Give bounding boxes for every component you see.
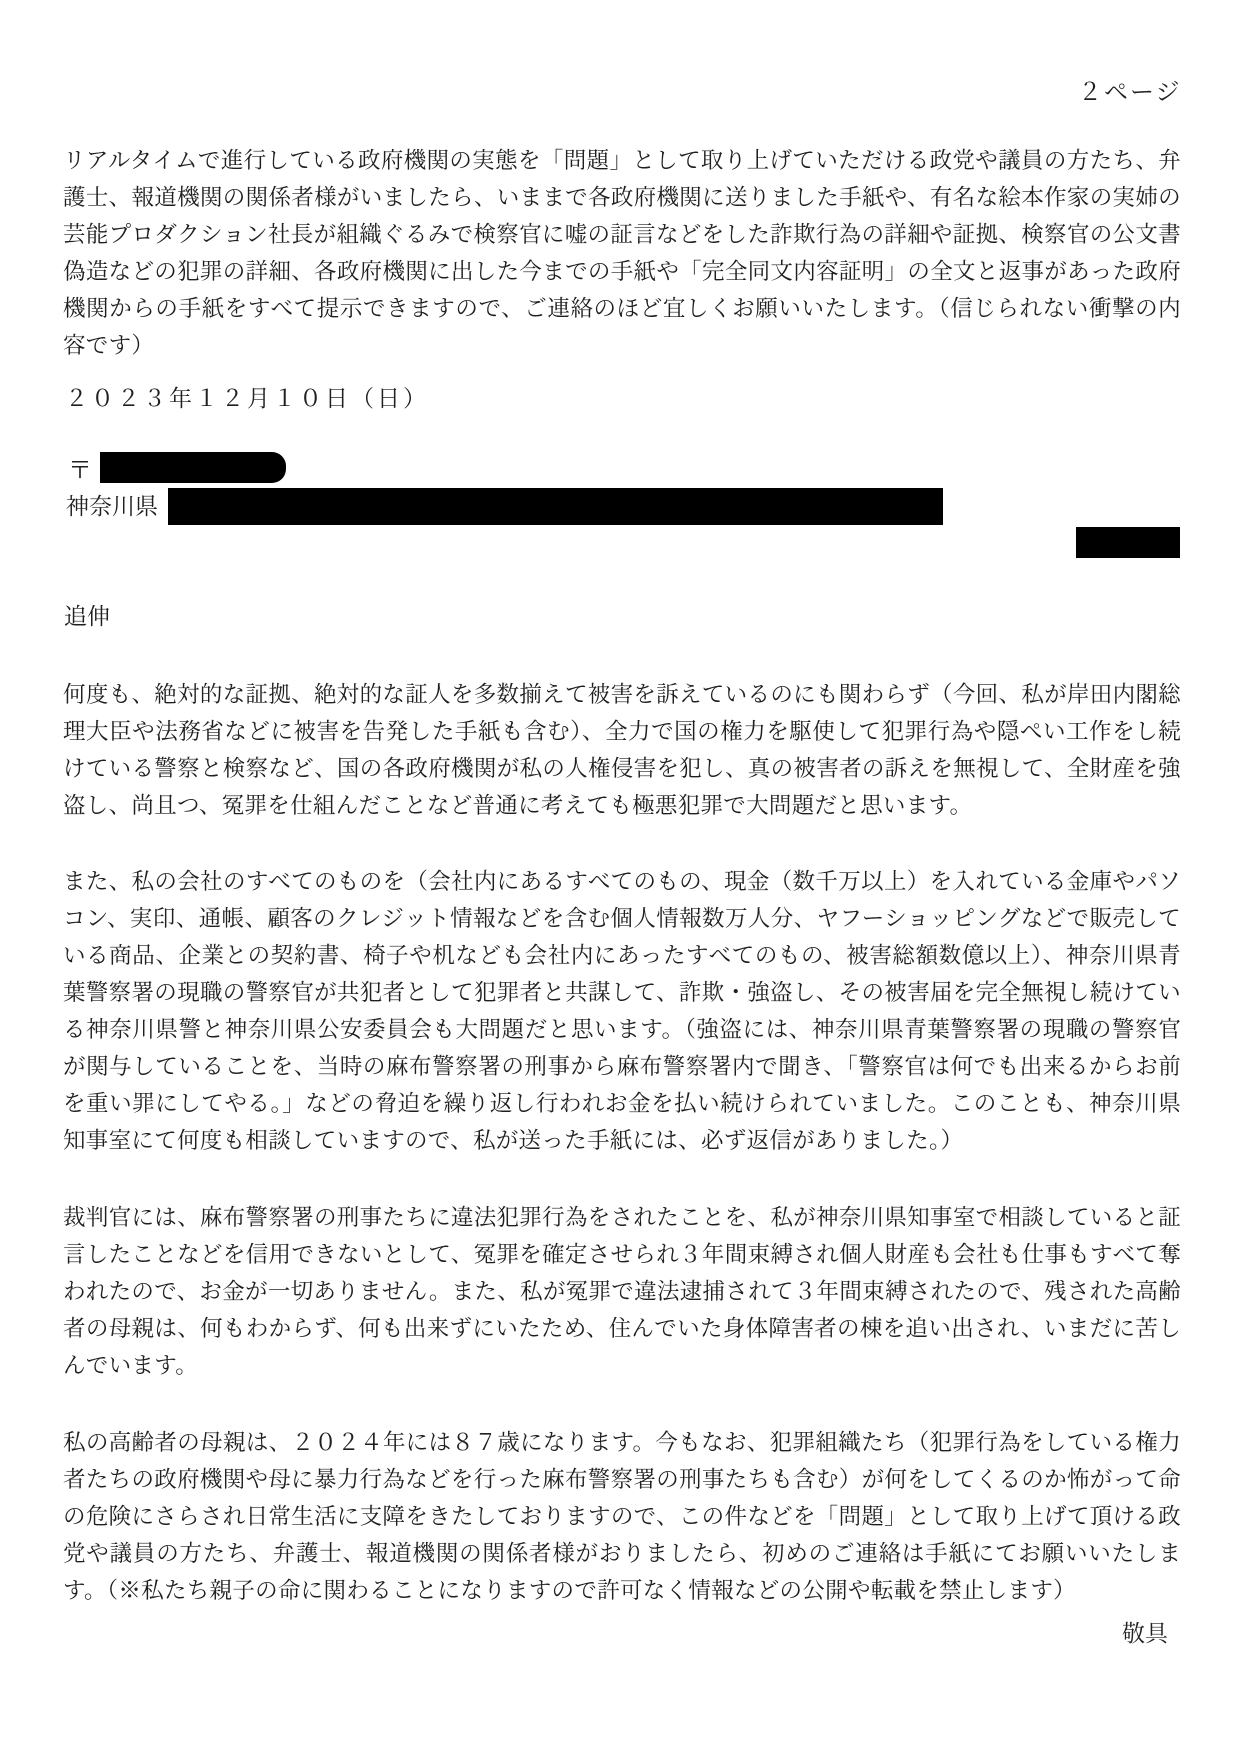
closing-keigu: 敬具 [1122,1621,1168,1646]
redacted-sender-name-box [1076,527,1180,558]
paragraph-contact-request: リアルタイムで進行している政府機関の実態を「問題」として取り上げていただける政党や議員の方たち、弁護士、報道機関の関係者様がいましたら、いままで各政府機関に送りました手紙や、有名な絵本作家の実姉の芸能プロダクション社長が組織ぐるみで検察官に嘘の証言などをした詐欺行為の詳細や証拠、検察官の公文書偽造などの犯罪の詳細、各政府機関に出した今までの手紙や「完全同文内容証明」の全文と返事があった政府機関からの手紙をすべて提示できますので、ご連絡のほど宜しくお願いいたします。（信じられない衝撃の内容です） [63,148,1181,358]
postal-mark: 〒 [68,458,92,484]
address-prefecture: 神奈川県 [66,494,158,519]
postscript-label: 追伸 [64,604,110,629]
redacted-postal-code-box [100,452,286,483]
paragraph-mother-age-request: 私の高齢者の母親は、２０２４年には８７歳になります。今もなお、犯罪組織たち（犯罪行為をしている権力者たちの政府機関や母に暴力行為などを行った麻布警察署の刑事たちも含む）が何をしてくるのか怖がって命の危険にさらされ日常生活に支障をきたしておりますので、この件などを「問題」として取り上げて頂ける政党や議員の方たち、弁護士、報道機関の関係者様がおりましたら、初めのご連絡は手紙にてお願いいたします。（※私たち親子の命に関わることになりますので許可なく情報などの公開や転載を禁止します） [63,1430,1181,1603]
page-number: ２ページ [1078,80,1182,106]
redacted-address-box [168,488,943,525]
paragraph-company-losses: また、私の会社のすべてのものを（会社内にあるすべてのもの、現金（数千万以上）を入れている金庫やパソコン、実印、通帳、顧客のクレジット情報などを含む個人情報数万人分、ヤフーショッピングなどで販売している商品、企業との契約書、椅子や机なども会社内にあったすべてのもの、被害総額数億以上）、神奈川県青葉警察署の現職の警察官が共犯者として犯罪者と共謀して、詐欺・強盗し、その被害届を完全無視し続けている神奈川県警と神奈川県公安委員会も大問題だと思います。（強盗には、神奈川県青葉警察署の現職の警察官が関与していることを、当時の麻布警察署の刑事から麻布警察署内で聞き、「警察官は何でも出来るからお前を重い罪にしてやる。」などの脅迫を繰り返し行われお金を払い続けられていました。このことも、神奈川県知事室にて何度も相談していますので、私が送った手紙には、必ず返信がありました。） [63,869,1181,1153]
paragraph-judge-and-mother: 裁判官には、麻布警察署の刑事たちに違法犯罪行為をされたことを、私が神奈川県知事室で相談していると証言したことなどを信用できないとして、冤罪を確定させられ３年間束縛され個人財産も会社も仕事もすべて奪われたので、お金が一切ありません。また、私が冤罪で違法逮捕されて３年間束縛されたので、残された高齢者の母親は、何もわからず、何も出来ずにいたため、住んでいた身体障害者の棟を追い出され、いまだに苦しんでいます。 [63,1205,1181,1378]
paragraph-government-accusation: 何度も、絶対的な証拠、絶対的な証人を多数揃えて被害を訴えているのにも関わらず（今回、私が岸田内閣総理大臣や法務省などに被害を告発した手紙も含む）、全力で国の権力を駆使して犯罪行為や隠ぺい工作をし続けている警察と検察など、国の各政府機関が私の人権侵害を犯し、真の被害者の訴えを無視して、全財産を強盗し、尚且つ、冤罪を仕組んだことなど普通に考えても極悪犯罪で大問題だと思います。 [63,682,1181,818]
postal-code-line [68,450,286,484]
date-line: ２０２３年１２月１０日（日） [65,386,429,411]
